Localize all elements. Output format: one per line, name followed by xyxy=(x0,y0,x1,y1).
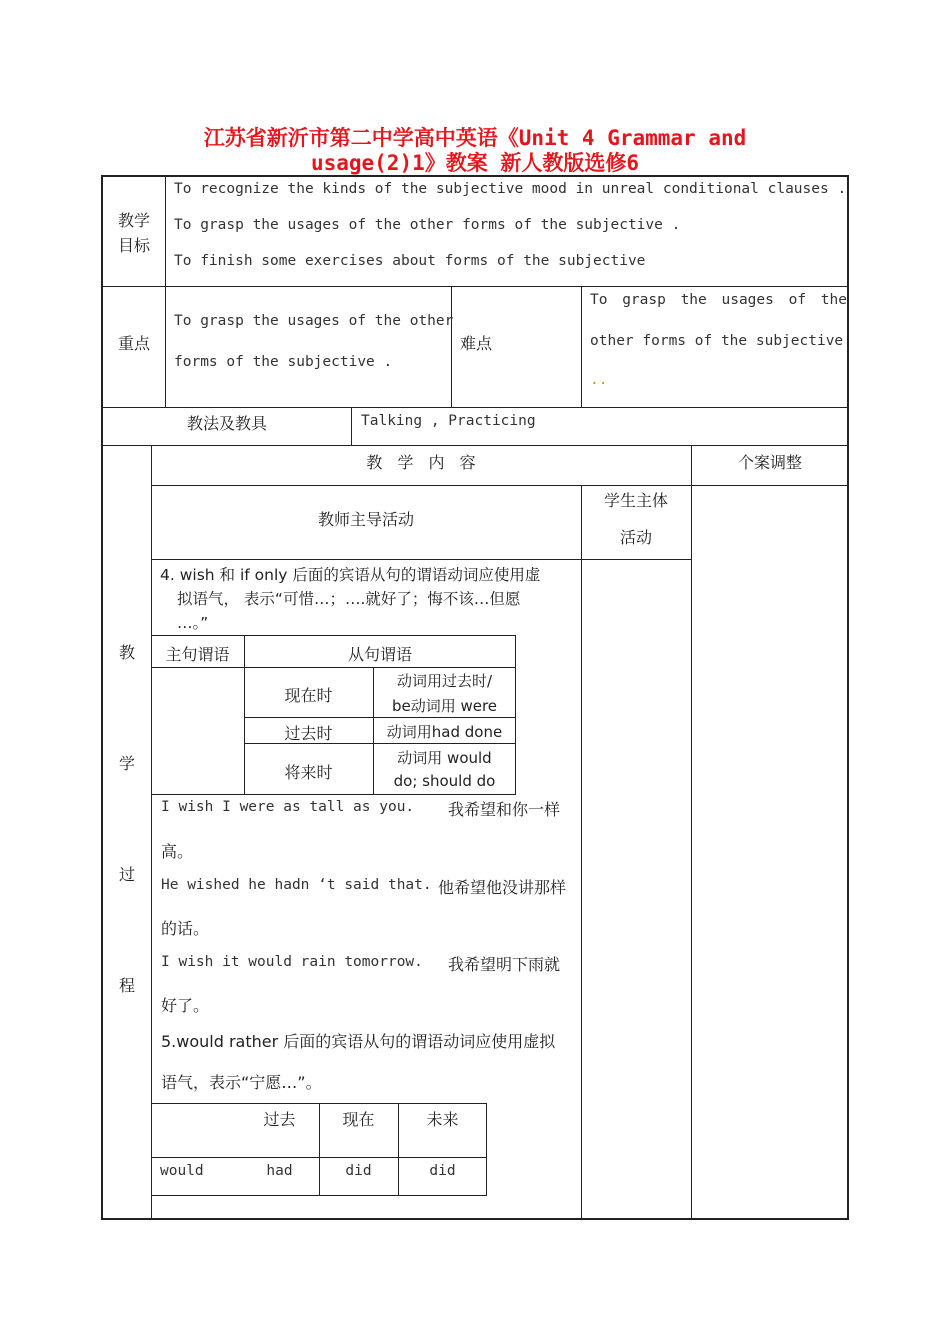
wish-table-verb: 动词用 would xyxy=(397,749,492,767)
wish-table-time: 现在时 xyxy=(284,686,333,705)
objective-item: To finish some exercises about forms of the subjective xyxy=(174,253,646,269)
rather-table-value: did xyxy=(429,1163,456,1179)
difficulty-label: 难点 xyxy=(460,334,493,353)
rather-table-value: had xyxy=(266,1163,293,1179)
item4-line: …。” xyxy=(177,614,209,632)
wish-table-verb: 动词用had done xyxy=(386,723,503,741)
wish-table-verb: be动词用 were xyxy=(391,697,498,715)
wish-table-time: 将来时 xyxy=(284,763,333,782)
example-zh: 好了。 xyxy=(161,996,210,1015)
example-zh: 的话。 xyxy=(161,919,210,938)
student-header-1: 学生主体 xyxy=(603,491,668,510)
rather-table-header: 现在 xyxy=(342,1110,375,1129)
document-title-line1: 江苏省新沂市第二中学高中英语《Unit 4 Grammar and xyxy=(203,126,747,150)
example-zh: 我希望明下雨就 xyxy=(448,955,561,974)
process-side-label: 程 xyxy=(118,976,135,995)
objective-item: To grasp the usages of the other forms of the subjective . xyxy=(174,217,681,233)
objective-item: To recognize the kinds of the subjective mood in unreal conditional clauses . xyxy=(174,181,847,197)
wish-table-header: 从句谓语 xyxy=(347,645,412,664)
document-title-line2: usage(2)1》教案 新人教版选修6 xyxy=(310,151,640,175)
process-side-label: 学 xyxy=(118,754,135,773)
difficulty-text-1: To grasp the usages of the xyxy=(590,292,847,308)
wish-table-header: 主句谓语 xyxy=(165,645,230,664)
example-en: He wished he hadn ‘t said that. xyxy=(161,877,432,893)
item5-line: 语气，表示“宁愿…”。 xyxy=(161,1073,322,1092)
example-zh: 我希望和你一样 xyxy=(448,800,561,819)
methods-label: 教法及教具 xyxy=(186,414,267,433)
objectives-label-2: 目标 xyxy=(117,236,150,255)
objectives-label-1: 教学 xyxy=(117,211,150,230)
wish-table-verb: do; should do xyxy=(393,772,496,790)
example-en: I wish it would rain tomorrow. xyxy=(161,954,423,970)
key-points-text-2: forms of the subjective . xyxy=(174,354,393,370)
difficulty-text-3: .. xyxy=(590,372,608,388)
rather-table-header: 未来 xyxy=(426,1110,459,1129)
rather-table-value: did xyxy=(345,1163,372,1179)
process-side-label: 过 xyxy=(118,865,135,884)
teacher-header: 教师主导活动 xyxy=(317,510,414,529)
wish-table-verb: 动词用过去时/ xyxy=(396,672,493,690)
wish-table-time: 过去时 xyxy=(284,724,333,743)
key-points-text-1: To grasp the usages of the other xyxy=(174,313,454,329)
example-zh: 高。 xyxy=(161,842,194,861)
example-zh: 他希望他没讲那样 xyxy=(438,878,567,897)
rather-table-row-label: would xyxy=(160,1163,204,1179)
example-en: I wish I were as tall as you. xyxy=(161,799,415,815)
item4-line: 4. wish 和 if only 后面的宾语从句的谓语动词应使用虚 xyxy=(160,566,541,584)
item5-line: 5.would rather 后面的宾语从句的谓语动词应使用虚拟 xyxy=(161,1032,556,1051)
rather-table-header: 过去 xyxy=(263,1110,296,1129)
difficulty-text-2: other forms of the subjective xyxy=(590,333,844,349)
adjust-header: 个案调整 xyxy=(737,453,802,472)
process-side-label: 教 xyxy=(118,643,135,662)
methods-value: Talking , Practicing xyxy=(361,413,536,429)
item4-line: 拟语气， 表示“可惜…；….就好了；悔不该…但愿 xyxy=(177,590,521,608)
student-header-2: 活动 xyxy=(619,528,652,547)
content-header: 教 学 内 容 xyxy=(366,453,476,472)
key-points-label: 重点 xyxy=(117,334,150,353)
